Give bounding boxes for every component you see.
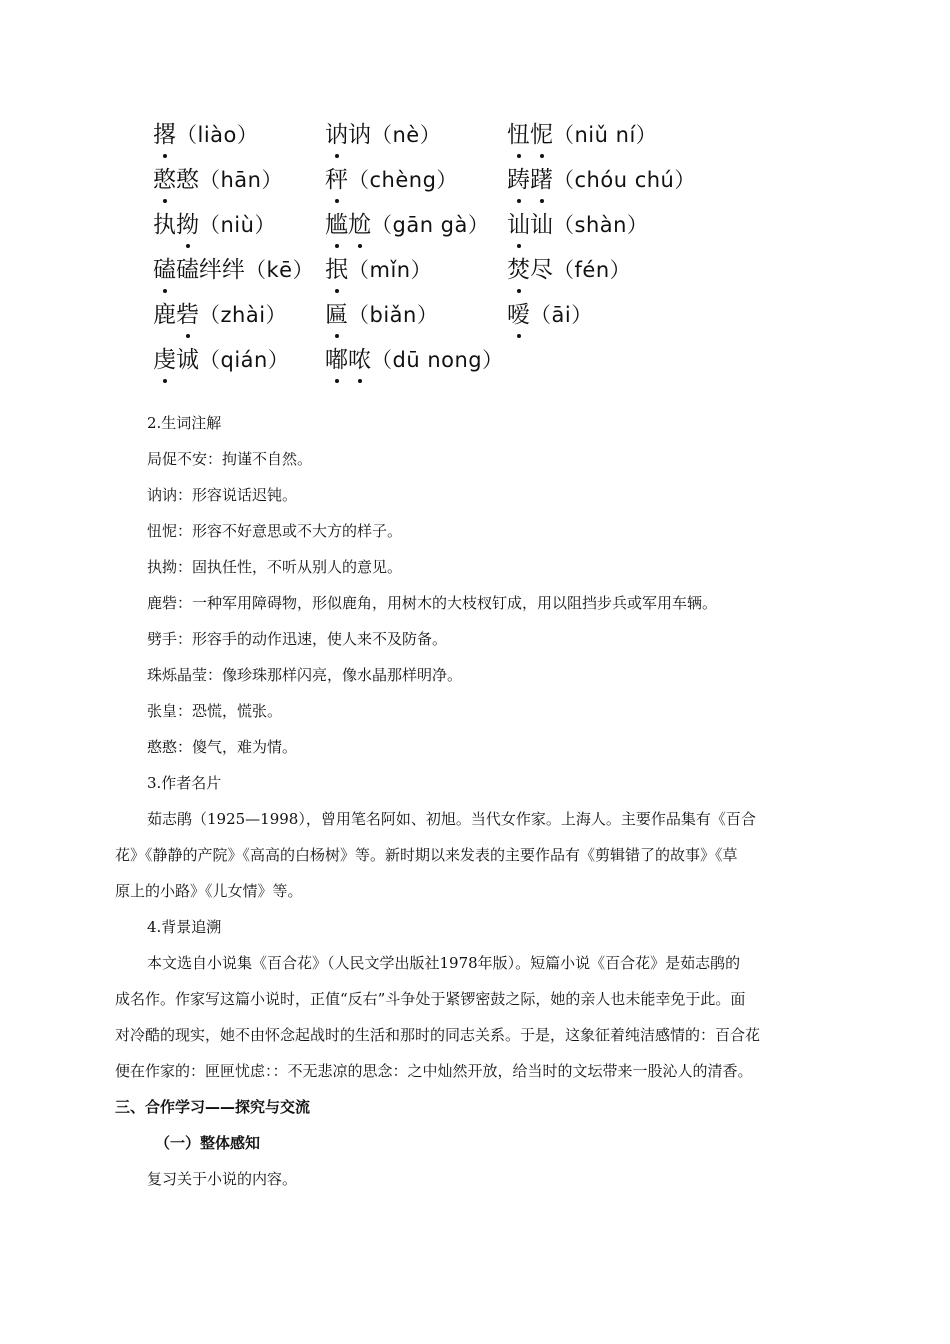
- pinyin-reading: （fén）: [553, 258, 632, 282]
- hanzi-word: [507, 210, 553, 240]
- pinyin-entry: [507, 120, 737, 150]
- hanzi-char-marked: 忸: [507, 122, 530, 148]
- hanzi-char-marked: 抿: [325, 257, 348, 283]
- pinyin-entry: [325, 255, 507, 285]
- pinyin-row: [153, 300, 773, 345]
- hanzi-word: [507, 300, 530, 330]
- pinyin-reading: （niǔ ní）: [553, 123, 658, 147]
- hanzi-char-marked: 躇: [530, 167, 553, 193]
- pinyin-row: [153, 210, 773, 255]
- pinyin-entry: [507, 210, 737, 240]
- hanzi-char: 尽: [530, 257, 553, 283]
- hanzi-char-marked: 尴: [325, 212, 348, 238]
- vocab-item: 忸怩：形容不好意思或不大方的样子。: [147, 522, 403, 540]
- pinyin-reading: （āi）: [530, 303, 593, 327]
- hanzi-char: 磕: [176, 257, 199, 283]
- hanzi-word: [325, 120, 371, 150]
- hanzi-char-marked: 讪: [507, 212, 530, 238]
- hanzi-word: [507, 165, 553, 195]
- hanzi-char-marked: 砦: [176, 302, 199, 328]
- part-3-heading: 三、合作学习——探究与交流: [115, 1098, 311, 1116]
- hanzi-word: [325, 165, 348, 195]
- hanzi-word: [325, 345, 371, 375]
- hanzi-char-marked: 憨: [153, 167, 176, 193]
- vocab-item: 憨憨：傻气，难为情。: [147, 738, 298, 756]
- pinyin-reading: （zhài）: [199, 303, 288, 327]
- hanzi-word: [325, 210, 371, 240]
- pinyin-entry: [325, 345, 507, 375]
- pinyin-entry: [153, 120, 325, 150]
- hanzi-char-marked: 焚: [507, 257, 530, 283]
- hanzi-char-marked: 磕: [153, 257, 176, 283]
- hanzi-char-marked: 嗳: [507, 302, 530, 328]
- author-line: 茹志鹃（1925—1998），曾用笔名阿如、初旭。当代女作家。上海人。主要作品集有《百合: [147, 810, 756, 828]
- hanzi-char-marked: 拗: [176, 212, 199, 238]
- vocab-item: 珠烁晶莹：像珍珠那样闪亮，像水晶那样明净。: [147, 666, 463, 684]
- background-line: 成名作。作家写这篇小说时，正值“反右”斗争处于紧锣密鼓之际，她的亲人也未能幸免于此。面: [115, 990, 746, 1008]
- pinyin-entry: [153, 255, 325, 285]
- hanzi-word: [153, 300, 199, 330]
- hanzi-word: [153, 255, 245, 285]
- vocab-item: 局促不安：拘谨不自然。: [147, 450, 313, 468]
- section-2-heading: 2.生词注解: [147, 414, 222, 432]
- hanzi-char: 绊: [222, 257, 245, 283]
- pinyin-entry: [507, 300, 737, 330]
- pinyin-entry: [507, 255, 737, 285]
- pinyin-reading: （qián）: [199, 348, 290, 372]
- hanzi-char: 憨: [176, 167, 199, 193]
- hanzi-char-marked: 嘟: [325, 347, 348, 373]
- hanzi-char: 讪: [530, 212, 553, 238]
- hanzi-char-marked: 秤: [325, 167, 348, 193]
- hanzi-word: [325, 300, 348, 330]
- section-3-heading: 3.作者名片: [147, 774, 222, 792]
- hanzi-char-marked: 撂: [153, 122, 176, 148]
- author-line: 花》《静静的产院》《高高的白杨树》等。新时期以来发表的主要作品有《剪辑错了的故事》《草: [115, 846, 738, 864]
- hanzi-word: [507, 255, 553, 285]
- vocab-item: 鹿砦：一种军用障碍物，形似鹿角，用树木的大枝杈钉成，用以阻挡步兵或军用车辆。: [147, 594, 718, 612]
- hanzi-word: [507, 120, 553, 150]
- pinyin-reading: （chóu chú）: [553, 168, 696, 192]
- pinyin-entry: [153, 210, 325, 240]
- pinyin-entry: [325, 165, 507, 195]
- pinyin-reading: （niù）: [199, 213, 276, 237]
- hanzi-char-marked: 虔: [153, 347, 176, 373]
- pinyin-reading: （dū nong）: [371, 348, 504, 372]
- pinyin-entry: [325, 120, 507, 150]
- vocab-item: 执拗：固执任性，不听从别人的意见。: [147, 558, 403, 576]
- pinyin-row: [153, 255, 773, 300]
- hanzi-word: [153, 120, 176, 150]
- hanzi-word: [153, 210, 199, 240]
- pinyin-grid: [153, 120, 773, 390]
- pinyin-row: [153, 120, 773, 165]
- pinyin-row: [153, 345, 773, 390]
- pinyin-reading: （kē）: [245, 258, 315, 282]
- hanzi-word: [325, 255, 348, 285]
- hanzi-word: [153, 165, 199, 195]
- vocab-item: 劈手：形容手的动作迅速，使人来不及防备。: [147, 630, 448, 648]
- hanzi-char-marked: 哝: [348, 347, 371, 373]
- pinyin-row: [153, 165, 773, 210]
- hanzi-char-marked: 踌: [507, 167, 530, 193]
- pinyin-reading: （biǎn）: [348, 303, 439, 327]
- pinyin-reading: （chèng）: [348, 168, 458, 192]
- hanzi-char: 讷: [348, 122, 371, 148]
- main-text: [115, 405, 837, 1197]
- part-3-subheading: （一）整体感知: [155, 1134, 261, 1152]
- pinyin-entry: [325, 300, 507, 330]
- hanzi-char-marked: 尬: [348, 212, 371, 238]
- pinyin-entry: [153, 165, 325, 195]
- vocab-item: 张皇：恐慌，慌张。: [147, 702, 283, 720]
- hanzi-char-marked: 怩: [530, 122, 553, 148]
- background-line: 本文选自小说集《百合花》（人民文学出版社1978年版）。短篇小说《百合花》是茹志鹃的: [147, 954, 741, 972]
- hanzi-char: 绊: [199, 257, 222, 283]
- pinyin-reading: （gān gà）: [371, 213, 490, 237]
- pinyin-entry: [507, 165, 737, 195]
- pinyin-reading: （shàn）: [553, 213, 649, 237]
- background-line: 对冷酷的现实，她不由怀念起战时的生活和那时的同志关系。于是，这象征着纯洁感情的：百合花: [115, 1026, 761, 1044]
- part-3-text: 复习关于小说的内容。: [147, 1170, 298, 1188]
- pinyin-reading: （mǐn）: [348, 258, 433, 282]
- pinyin-entry: [325, 210, 507, 240]
- hanzi-char: 鹿: [153, 302, 176, 328]
- pinyin-reading: （hān）: [199, 168, 283, 192]
- vocab-item: 讷讷：形容说话迟钝。: [147, 486, 298, 504]
- author-line: 原上的小路》《儿女情》等。: [115, 882, 303, 900]
- pinyin-reading: （liào）: [176, 123, 259, 147]
- background-line: 便在作家的：匣匣忧虑：：不无悲凉的思念：之中灿然开放，给当时的文坛带来一股沁人的清香。: [115, 1062, 753, 1080]
- hanzi-char: 诚: [176, 347, 199, 373]
- hanzi-char: 执: [153, 212, 176, 238]
- pinyin-reading: （nè）: [371, 123, 442, 147]
- hanzi-char-marked: 匾: [325, 302, 348, 328]
- hanzi-word: [153, 345, 199, 375]
- hanzi-char-marked: 讷: [325, 122, 348, 148]
- pinyin-entry: [153, 300, 325, 330]
- pinyin-entry: [153, 345, 325, 375]
- section-4-heading: 4.背景追溯: [147, 918, 222, 936]
